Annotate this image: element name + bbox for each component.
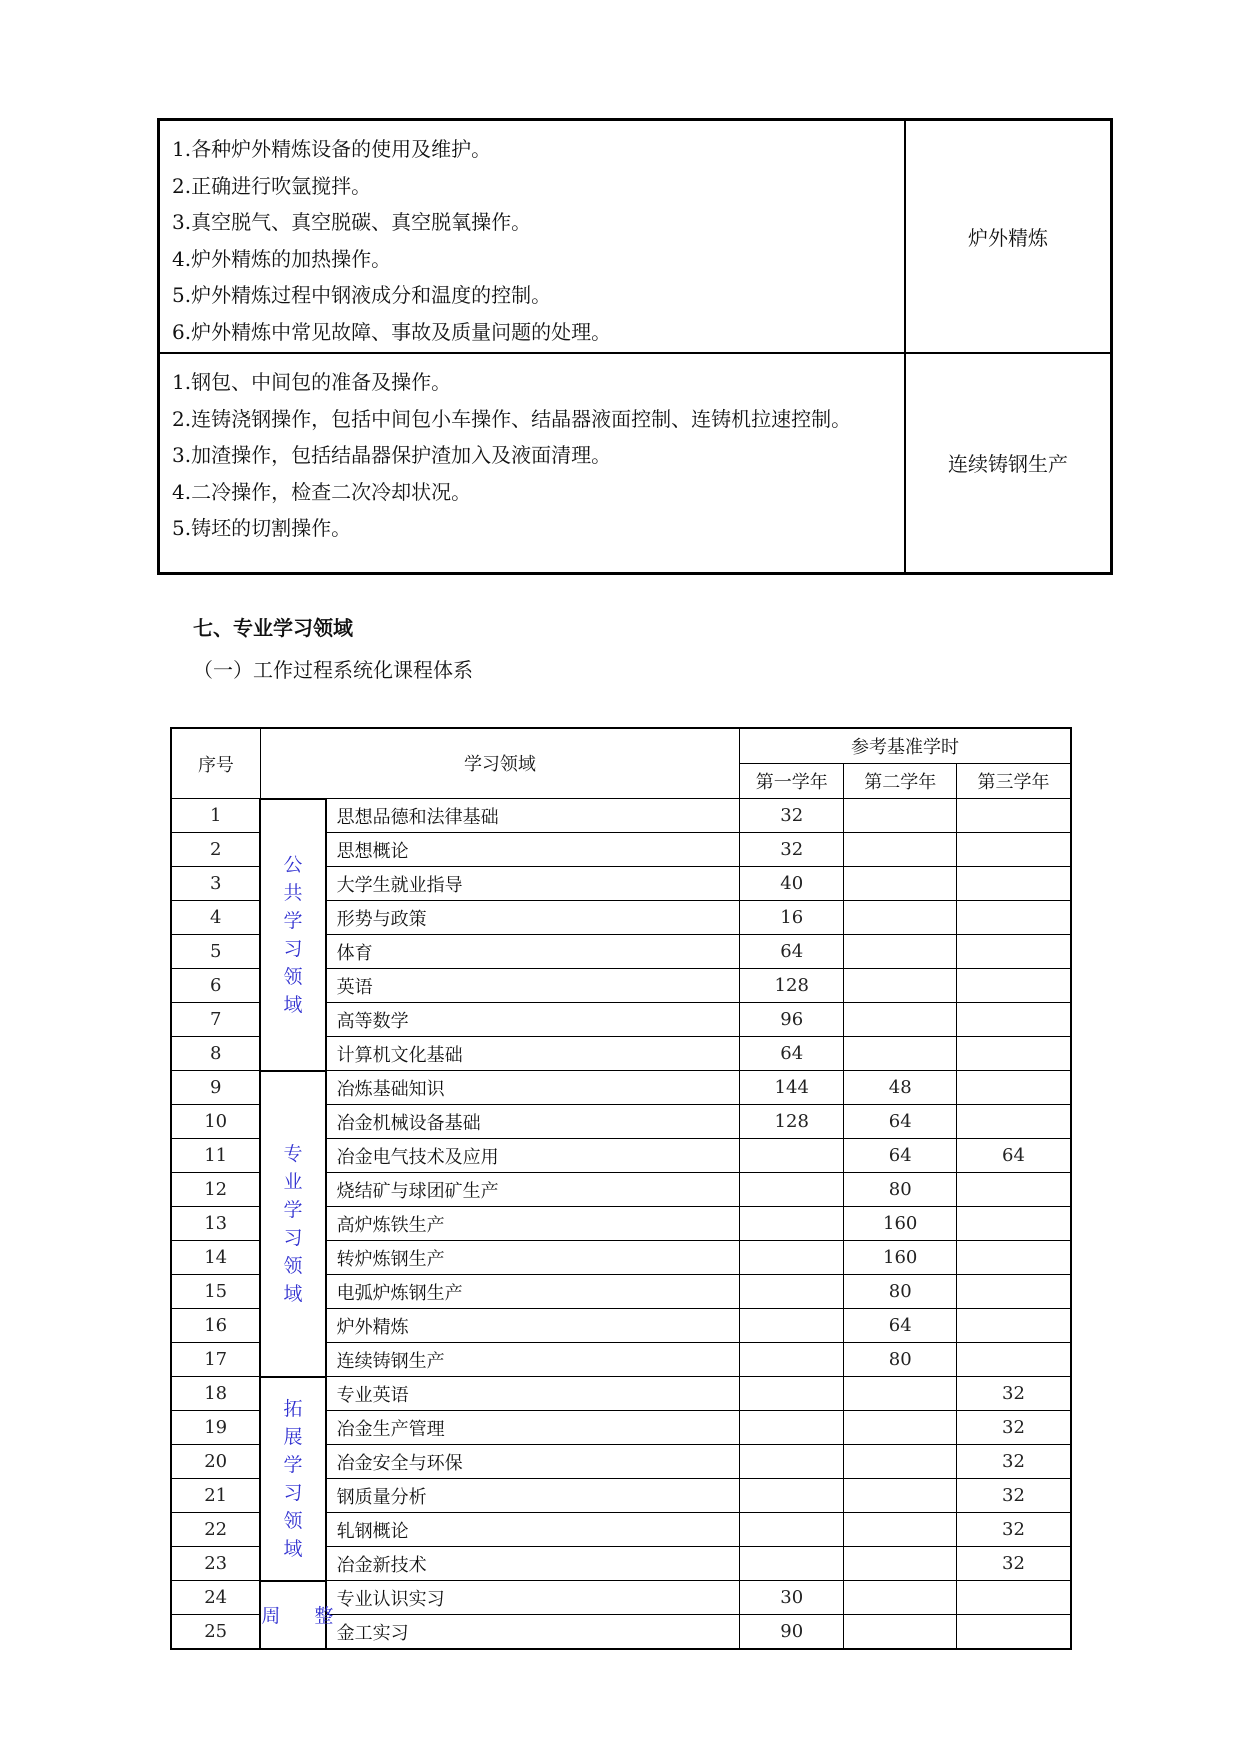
hours-y2-cell: [844, 969, 957, 1003]
hours-y3-cell: [956, 1581, 1071, 1615]
competency-item: 4.二冷操作，检查二次冷却状况。: [172, 479, 472, 504]
row-number: 13: [171, 1207, 260, 1241]
hours-y3-cell: [956, 1275, 1071, 1309]
hours-y2-cell: [844, 1615, 957, 1650]
hours-y1-cell: 32: [740, 799, 844, 833]
course-name-cell: 高等数学: [326, 1003, 740, 1037]
hours-y3-cell: [956, 1615, 1071, 1650]
course-name-cell: 烧结矿与球团矿生产: [326, 1173, 740, 1207]
competency-list: [159, 120, 906, 354]
course-name-cell: 连续铸钢生产: [326, 1343, 740, 1377]
course-name: 连续铸钢生产: [905, 353, 1112, 573]
hours-y3-cell: [956, 1105, 1071, 1139]
hours-y2-cell: [844, 1445, 957, 1479]
curriculum-body: [171, 799, 1071, 1650]
group-label-text: 周 整: [261, 1604, 348, 1627]
header-no: 序号: [171, 728, 260, 799]
hours-y3-cell: [956, 1173, 1071, 1207]
hours-y1-cell: 144: [740, 1071, 844, 1105]
hours-y3-cell: 32: [956, 1411, 1071, 1445]
hours-y1-cell: [740, 1309, 844, 1343]
hours-y2-cell: [844, 1411, 957, 1445]
hours-y3-cell: [956, 1241, 1071, 1275]
hours-y3-cell: 32: [956, 1445, 1071, 1479]
course-name-cell: 专业认识实习: [326, 1581, 740, 1615]
course-name-cell: 高炉炼铁生产: [326, 1207, 740, 1241]
hours-y1-cell: [740, 1513, 844, 1547]
course-name: 炉外精炼: [905, 120, 1112, 354]
row-number: 3: [171, 867, 260, 901]
hours-y1-cell: [740, 1241, 844, 1275]
course-name-cell: 金工实习: [326, 1615, 740, 1650]
competency-row: [159, 353, 1112, 573]
hours-y3-cell: 64: [956, 1139, 1071, 1173]
hours-y3-cell: [956, 1071, 1071, 1105]
hours-y1-cell: 64: [740, 1037, 844, 1071]
course-name-cell: 电弧炉炼钢生产: [326, 1275, 740, 1309]
hours-y2-cell: [844, 935, 957, 969]
row-number: 15: [171, 1275, 260, 1309]
course-name-cell: 思想概论: [326, 833, 740, 867]
row-number: 6: [171, 969, 260, 1003]
group-public-label: [260, 799, 325, 1071]
course-name-cell: 冶炼基础知识: [326, 1071, 740, 1105]
row-number: 21: [171, 1479, 260, 1513]
header-hours: 参考基准学时: [740, 728, 1072, 764]
row-number: 25: [171, 1615, 260, 1650]
hours-y3-cell: [956, 969, 1071, 1003]
hours-y2-cell: 80: [844, 1275, 957, 1309]
hours-y1-cell: [740, 1547, 844, 1581]
competency-item: 1.各种炉外精炼设备的使用及维护。: [172, 137, 492, 161]
row-number: 22: [171, 1513, 260, 1547]
hours-y1-cell: [740, 1411, 844, 1445]
hours-y1-cell: [740, 1343, 844, 1377]
row-number: 12: [171, 1173, 260, 1207]
course-name-cell: 冶金安全与环保: [326, 1445, 740, 1479]
competency-item: 3.加渣操作，包括结晶器保护渣加入及液面清理。: [172, 443, 612, 467]
course-name-cell: 大学生就业指导: [326, 867, 740, 901]
row-number: 23: [171, 1547, 260, 1581]
competency-item: 2.连铸浇钢操作，包括中间包小车操作、结晶器液面控制、连铸机拉速控制。: [172, 406, 852, 431]
hours-y2-cell: [844, 867, 957, 901]
hours-y1-cell: [740, 1139, 844, 1173]
hours-y2-cell: 64: [844, 1309, 957, 1343]
header-year1: 第一学年: [740, 764, 844, 799]
course-name-cell: 冶金生产管理: [326, 1411, 740, 1445]
hours-y1-cell: 128: [740, 1105, 844, 1139]
competency-list: [159, 353, 906, 573]
row-number: 7: [171, 1003, 260, 1037]
hours-y3-cell: 32: [956, 1377, 1071, 1411]
row-number: 16: [171, 1309, 260, 1343]
hours-y2-cell: 160: [844, 1207, 957, 1241]
course-name-cell: 体育: [326, 935, 740, 969]
row-number: 4: [171, 901, 260, 935]
row-number: 5: [171, 935, 260, 969]
competency-table: [157, 118, 1113, 575]
section-heading: 七、专业学习领域: [193, 616, 353, 640]
row-number: 1: [171, 799, 260, 833]
hours-y2-cell: [844, 799, 957, 833]
hours-y1-cell: 16: [740, 901, 844, 935]
hours-y2-cell: [844, 833, 957, 867]
course-name-cell: 思想品德和法律基础: [326, 799, 740, 833]
hours-y1-cell: [740, 1377, 844, 1411]
subsection-heading: （一）工作过程系统化课程体系: [193, 658, 473, 682]
hours-y3-cell: 32: [956, 1513, 1071, 1547]
competency-item: 4.炉外精炼的加热操作。: [172, 246, 392, 271]
hours-y1-cell: 90: [740, 1615, 844, 1650]
hours-y3-cell: [956, 833, 1071, 867]
group-label-text: 公共学习领域: [283, 853, 303, 1016]
hours-y3-cell: [956, 1037, 1071, 1071]
course-name-cell: 冶金新技术: [326, 1547, 740, 1581]
row-number: 17: [171, 1343, 260, 1377]
course-name-cell: 计算机文化基础: [326, 1037, 740, 1071]
group-weekly-label: [260, 1581, 348, 1650]
group-extended-label: [260, 1377, 325, 1581]
competency-item: 2.正确进行吹氩搅拌。: [172, 173, 372, 198]
row-number: 19: [171, 1411, 260, 1445]
hours-y1-cell: 64: [740, 935, 844, 969]
row-number: 14: [171, 1241, 260, 1275]
course-name-cell: 炉外精炼: [326, 1309, 740, 1343]
row-number: 18: [171, 1377, 260, 1411]
hours-y2-cell: 80: [844, 1343, 957, 1377]
hours-y1-cell: [740, 1207, 844, 1241]
row-number: 9: [171, 1071, 260, 1105]
hours-y3-cell: 32: [956, 1479, 1071, 1513]
course-name-cell: 英语: [326, 969, 740, 1003]
hours-y1-cell: 96: [740, 1003, 844, 1037]
header-domain: 学习领域: [260, 728, 739, 799]
row-number: 11: [171, 1139, 260, 1173]
course-name-cell: 专业英语: [326, 1377, 740, 1411]
competency-item: 5.铸坯的切割操作。: [172, 516, 352, 540]
hours-y2-cell: [844, 901, 957, 935]
hours-y3-cell: 32: [956, 1547, 1071, 1581]
hours-y3-cell: [956, 1309, 1071, 1343]
hours-y1-cell: [740, 1479, 844, 1513]
hours-y2-cell: [844, 1003, 957, 1037]
hours-y2-cell: 48: [844, 1071, 957, 1105]
hours-y3-cell: [956, 1003, 1071, 1037]
hours-y2-cell: 64: [844, 1139, 957, 1173]
course-name-cell: 冶金机械设备基础: [326, 1105, 740, 1139]
row-number: 10: [171, 1105, 260, 1139]
hours-y3-cell: [956, 901, 1071, 935]
row-number: 20: [171, 1445, 260, 1479]
group-major-label: [260, 1071, 325, 1377]
table-row: [171, 1071, 1071, 1105]
curriculum-table: [170, 727, 1072, 1650]
course-name-cell: 形势与政策: [326, 901, 740, 935]
table-row: [171, 1581, 1071, 1615]
hours-y1-cell: [740, 1445, 844, 1479]
header-year3: 第三学年: [956, 764, 1071, 799]
hours-y2-cell: [844, 1513, 957, 1547]
hours-y2-cell: [844, 1581, 957, 1615]
course-name-cell: 冶金电气技术及应用: [326, 1139, 740, 1173]
course-name-cell: 钢质量分析: [326, 1479, 740, 1513]
competency-item: 5.炉外精炼过程中钢液成分和温度的控制。: [172, 283, 552, 307]
hours-y1-cell: 30: [740, 1581, 844, 1615]
hours-y2-cell: [844, 1547, 957, 1581]
header-year2: 第二学年: [844, 764, 957, 799]
hours-y3-cell: [956, 867, 1071, 901]
row-number: 2: [171, 833, 260, 867]
hours-y2-cell: [844, 1037, 957, 1071]
hours-y1-cell: 32: [740, 833, 844, 867]
competency-item: 3.真空脱气、真空脱碳、真空脱氧操作。: [172, 210, 532, 234]
hours-y3-cell: [956, 1207, 1071, 1241]
row-number: 8: [171, 1037, 260, 1071]
table-row: [171, 1377, 1071, 1411]
hours-y3-cell: [956, 1343, 1071, 1377]
hours-y1-cell: [740, 1275, 844, 1309]
hours-y1-cell: [740, 1173, 844, 1207]
row-number: 24: [171, 1581, 260, 1615]
hours-y2-cell: 160: [844, 1241, 957, 1275]
course-name-cell: 轧钢概论: [326, 1513, 740, 1547]
hours-y3-cell: [956, 935, 1071, 969]
hours-y1-cell: 128: [740, 969, 844, 1003]
hours-y3-cell: [956, 799, 1071, 833]
competency-item: 6.炉外精炼中常见故障、事故及质量问题的处理。: [172, 319, 612, 344]
hours-y1-cell: 40: [740, 867, 844, 901]
table-row: [171, 799, 1071, 833]
hours-y2-cell: [844, 1479, 957, 1513]
group-label-text: 拓展学习领域: [283, 1397, 303, 1560]
competency-item: 1.钢包、中间包的准备及操作。: [172, 370, 452, 394]
hours-y2-cell: 80: [844, 1173, 957, 1207]
hours-y2-cell: 64: [844, 1105, 957, 1139]
course-name-cell: 转炉炼钢生产: [326, 1241, 740, 1275]
competency-row: [159, 120, 1112, 354]
group-label-text: 专业学习领域: [283, 1142, 303, 1305]
table-header-row: [171, 728, 1071, 764]
hours-y2-cell: [844, 1377, 957, 1411]
